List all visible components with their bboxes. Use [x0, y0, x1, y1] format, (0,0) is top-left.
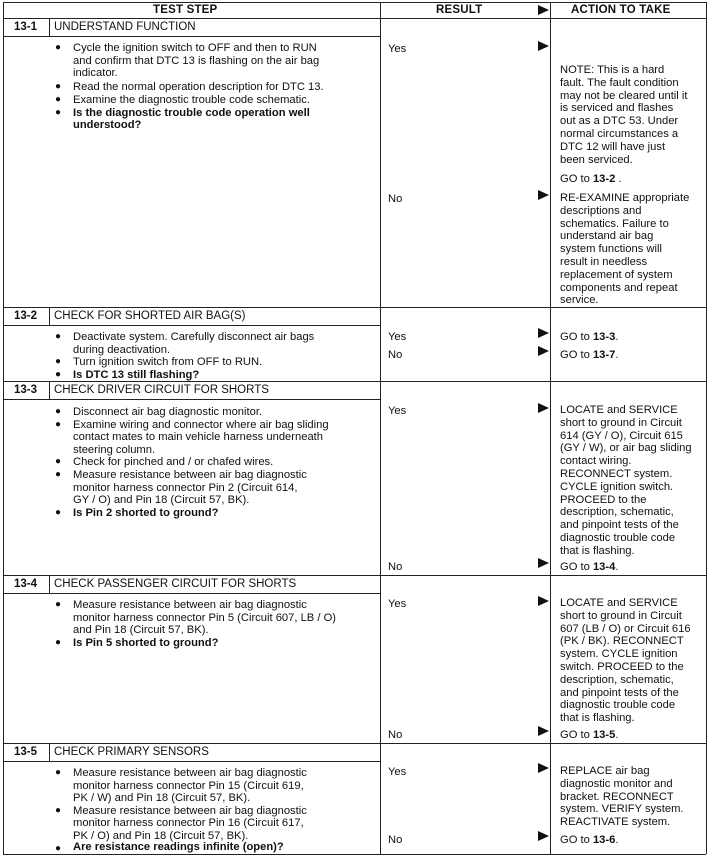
bullet-icon: ●	[55, 418, 62, 430]
result-no: No	[388, 834, 403, 846]
goto-line: GO to 13-3.	[560, 331, 619, 343]
step-number-divider	[49, 575, 50, 593]
bullet-icon: ●	[55, 469, 62, 480]
arrow-icon	[538, 558, 549, 568]
instruction-line: indicator.	[73, 67, 118, 80]
arrow-icon	[538, 346, 549, 356]
arrow-icon	[538, 403, 549, 413]
bullet-icon: ●	[55, 636, 62, 648]
instruction-question: Is Pin 2 shorted to ground?	[73, 506, 219, 519]
goto-line: GO to 13-5.	[560, 729, 619, 741]
arrow-icon	[538, 726, 549, 736]
column-divider-result	[380, 2, 381, 854]
table-border-bottom	[3, 854, 706, 855]
header-result: RESULT	[436, 4, 483, 16]
instruction-line: and Pin 18 (Circuit 57, BK).	[73, 624, 209, 637]
instruction-line: contact mates to main vehicle harness underneath	[73, 431, 323, 444]
row-divider	[3, 593, 380, 594]
bullet-icon: ●	[55, 94, 62, 105]
action-text: RE-EXAMINE appropriate descriptions and schematics. Failure to understand air bag system functions will result in needless replacement of system components and repeat service.	[560, 192, 690, 307]
step-number: 13-4	[14, 578, 38, 590]
step-title: CHECK PASSENGER CIRCUIT FOR SHORTS	[54, 578, 297, 590]
result-yes: Yes	[388, 405, 407, 417]
diagnostic-test-table	[3, 2, 706, 854]
instruction-line: PK / W) and Pin 18 (Circuit 57, BK).	[73, 792, 251, 805]
row-divider	[3, 325, 380, 326]
step-title: CHECK DRIVER CIRCUIT FOR SHORTS	[54, 384, 269, 396]
arrow-icon	[538, 596, 549, 606]
instruction-line: and confirm that DTC 13 is flashing on the air bag	[73, 54, 320, 67]
step-title: UNDERSTAND FUNCTION	[54, 21, 196, 33]
instruction-line: monitor harness connector Pin 5 (Circuit 607, LB / O)	[73, 611, 337, 624]
result-yes: Yes	[388, 331, 407, 343]
bullet-icon: ●	[55, 767, 62, 778]
goto-line: GO to 13-2 .	[560, 173, 622, 185]
bullet-icon: ●	[55, 81, 62, 92]
arrow-icon	[538, 831, 549, 841]
result-yes: Yes	[388, 766, 407, 778]
arrow-icon	[538, 190, 549, 200]
goto-line: GO to 13-4.	[560, 561, 619, 573]
instruction-line: Measure resistance between air bag diagnostic	[73, 767, 307, 779]
instruction-line: Check for pinched and / or chafed wires.	[73, 456, 274, 469]
bullet-icon: ●	[55, 356, 62, 368]
step-title: CHECK FOR SHORTED AIR BAG(S)	[54, 310, 246, 322]
instruction-line: Measure resistance between air bag diagnostic	[73, 804, 307, 817]
instruction-line: Disconnect air bag diagnostic monitor.	[73, 406, 263, 418]
table-border-top	[3, 2, 706, 3]
instruction-line: during deactivation.	[73, 343, 171, 356]
result-yes: Yes	[388, 598, 407, 610]
instruction-line: Turn ignition switch from OFF to RUN.	[73, 356, 263, 369]
bullet-icon: ●	[55, 331, 62, 342]
step-number: 13-2	[14, 310, 38, 322]
instruction-question: Is DTC 13 still flashing?	[73, 368, 200, 381]
row-divider	[3, 743, 706, 744]
instruction-line: monitor harness connector Pin 15 (Circuit 619,	[73, 779, 304, 792]
instruction-question: Are resistance readings infinite (open)?	[73, 841, 284, 853]
instruction-question: Is Pin 5 shorted to ground?	[73, 636, 219, 649]
bullet-icon: ●	[55, 406, 62, 417]
instruction-line: monitor harness connector Pin 16 (Circuit 617,	[73, 817, 304, 830]
action-text: LOCATE and SERVICE short to ground in Circuit 607 (LB / O) or Circuit 616 (PK / BK). RECONNECT system. CYCLE ignition switch. PROCEED to the description, schematic, and pinpoint tests of the diagnostic trouble code that is flashing.	[560, 597, 691, 725]
step-number: 13-5	[14, 746, 38, 758]
header-action: ACTION TO TAKE	[571, 4, 671, 16]
goto-line: GO to 13-6.	[560, 834, 619, 846]
step-number-divider	[49, 743, 50, 761]
goto-line: GO to 13-7.	[560, 349, 619, 361]
arrow-icon	[538, 41, 549, 51]
arrow-icon	[538, 5, 549, 15]
row-divider	[3, 761, 380, 762]
bullet-icon: ●	[55, 368, 62, 380]
bullet-icon: ●	[55, 842, 62, 854]
result-no: No	[388, 349, 403, 361]
step-number: 13-3	[14, 384, 38, 396]
instruction-line: GY / O) and Pin 18 (Circuit 57, BK).	[73, 494, 250, 507]
bullet-icon: ●	[55, 506, 62, 518]
result-no: No	[388, 193, 403, 205]
bullet-icon: ●	[55, 804, 62, 816]
action-text: REPLACE air bag diagnostic monitor and bracket. RECONNECT system. VERIFY system. REACTIVATE system.	[560, 765, 684, 829]
instruction-line: PK / O) and Pin 18 (Circuit 57, BK).	[73, 830, 249, 842]
instruction-line: Read the normal operation description for DTC 13.	[73, 81, 324, 93]
arrow-icon	[538, 328, 549, 338]
instruction-line: monitor harness connector Pin 2 (Circuit 614,	[73, 481, 298, 494]
instruction-line: Cycle the ignition switch to OFF and then to RUN	[73, 42, 317, 54]
bullet-icon: ●	[55, 42, 62, 53]
step-number-divider	[49, 307, 50, 325]
instruction-line: Deactivate system. Carefully disconnect air bags	[73, 331, 315, 343]
instruction-line: Measure resistance between air bag diagnostic	[73, 599, 307, 611]
result-yes: Yes	[388, 43, 407, 55]
table-border-left	[3, 2, 4, 854]
action-text: LOCATE and SERVICE short to ground in Circuit 614 (GY / O), Circuit 615 (GY / W), or air bag sliding contact wiring. RECONNECT system. CYCLE ignition switch. PROCEED to the description, schematic, and pinpoint tests of the diagnostic trouble code that is flashing.	[560, 404, 692, 557]
instruction-question: understood?	[73, 119, 142, 132]
instruction-line: steering column.	[73, 443, 156, 456]
step-title: CHECK PRIMARY SENSORS	[54, 746, 209, 758]
result-no: No	[388, 729, 403, 741]
instruction-line: Measure resistance between air bag diagnostic	[73, 469, 307, 481]
column-divider-action	[550, 2, 551, 854]
header-test-step: TEST STEP	[153, 4, 218, 16]
header-divider	[3, 18, 706, 19]
instruction-line: Examine the diagnostic trouble code schematic.	[73, 94, 310, 106]
action-text: NOTE: This is a hard fault. The fault condition may not be cleared until it is serviced and flashes out as a DTC 53. Under normal circumstances a DTC 12 will have just been serviced.	[560, 64, 688, 166]
row-divider	[3, 36, 380, 37]
bullet-icon: ●	[55, 456, 62, 468]
step-number-divider	[49, 381, 50, 399]
row-divider	[3, 399, 380, 400]
instruction-question: Is the diagnostic trouble code operation well	[73, 106, 310, 119]
instruction-line: Examine wiring and connector where air bag sliding	[73, 418, 329, 431]
row-divider	[3, 575, 706, 576]
bullet-icon: ●	[55, 599, 62, 610]
arrow-icon	[538, 763, 549, 773]
step-number-divider	[49, 18, 50, 36]
step-number: 13-1	[14, 21, 38, 33]
bullet-icon: ●	[55, 106, 62, 118]
result-no: No	[388, 561, 403, 573]
